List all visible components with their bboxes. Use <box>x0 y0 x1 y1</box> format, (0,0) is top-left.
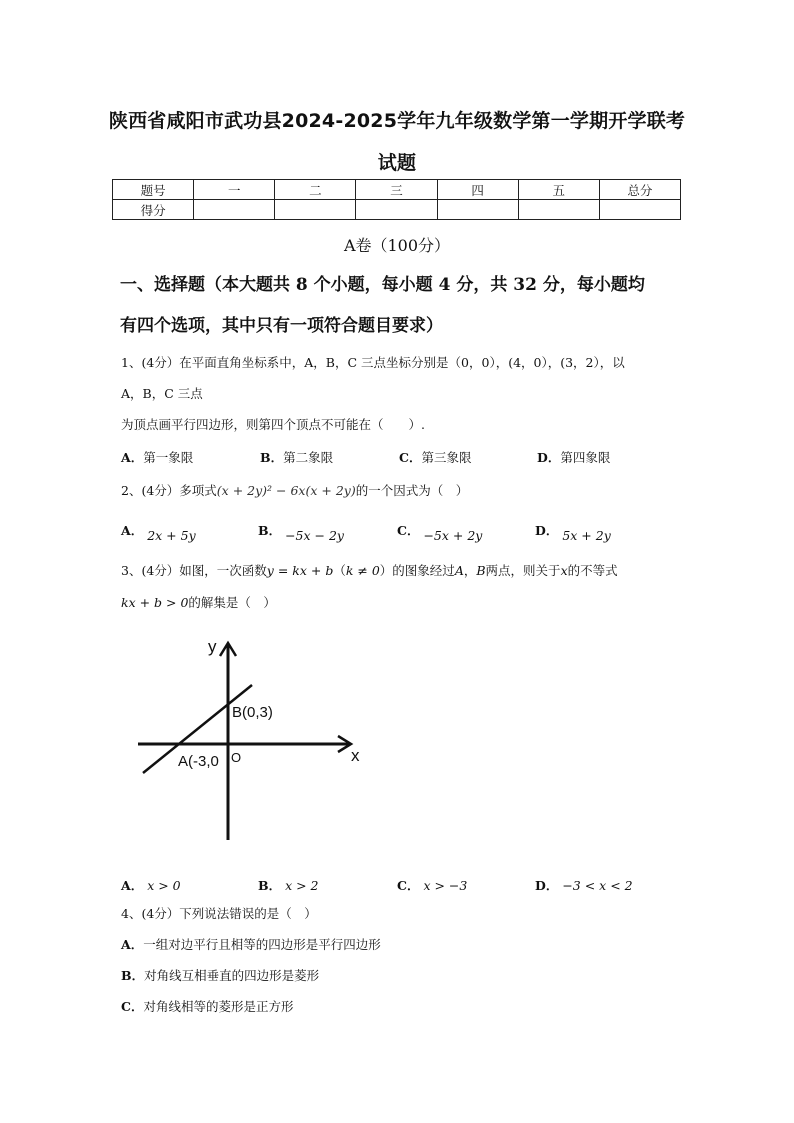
q1-option-b <box>260 448 333 466</box>
q1-option-d <box>537 448 610 466</box>
option-math: x > −3 <box>423 878 468 893</box>
q3-text: 的解集是（ ） <box>188 595 276 610</box>
score-table-empty-cell <box>518 200 599 220</box>
score-table <box>112 179 681 220</box>
option-label: A． <box>121 878 144 893</box>
score-table-empty-cell <box>437 200 518 220</box>
score-table-cell: 三 <box>356 180 437 200</box>
option-label: A． <box>121 937 144 952</box>
option-label: A． <box>121 450 144 465</box>
q3-text: ）的图象经过 <box>379 563 455 578</box>
page-title-line2: 试题 <box>377 152 417 174</box>
option-text: 第三象限 <box>421 450 472 465</box>
q3-text: ， <box>463 563 477 578</box>
option-label: B． <box>258 878 282 893</box>
q2-option-d <box>535 523 611 544</box>
q3-option-c <box>397 876 467 894</box>
q4-option-a <box>121 929 381 960</box>
q1-stem-line2: A，B，C 三点 <box>121 386 203 401</box>
option-label: C． <box>397 523 420 538</box>
option-label: C． <box>399 450 422 465</box>
option-label: B． <box>260 450 284 465</box>
option-text: 第一象限 <box>143 450 194 465</box>
option-math: 2x + 5y <box>147 528 196 543</box>
q2-suffix: 的一个因式为（ ） <box>355 483 469 498</box>
score-table-cell: 五 <box>518 180 599 200</box>
q3-text: 两点，则关于 <box>485 563 561 578</box>
score-table-cell: 一 <box>194 180 275 200</box>
point-b-label: B(0,3) <box>232 704 273 721</box>
q3-text: （ <box>333 563 346 578</box>
option-math: −3 < x < 2 <box>562 878 633 893</box>
q1-stem-line3: 为顶点画平行四边形，则第四个顶点不可能在（ ）. <box>121 417 425 432</box>
point-a-label: A(-3,0 <box>178 753 219 770</box>
q3-math: y = kx + b <box>266 563 334 578</box>
section-heading-line1: 一、选择题（本大题共 8 个小题，每小题 4 分，共 32 分，每小题均 <box>120 275 645 295</box>
q3-option-b <box>258 876 319 894</box>
q1-option-a <box>121 448 193 466</box>
q3-math: x <box>560 563 568 578</box>
q3-function-graph <box>130 630 370 845</box>
origin-label: O <box>231 750 242 765</box>
q2-option-b <box>258 523 344 544</box>
score-table-empty-cell <box>194 200 275 220</box>
option-label: A． <box>121 523 144 538</box>
q4-option-c <box>121 991 293 1022</box>
q4-option-b <box>121 960 319 991</box>
q3-math: B <box>476 563 486 578</box>
section-heading-line2: 有四个选项，其中只有一项符合题目要求） <box>120 316 443 336</box>
q2-expression: (x + 2y)² − 6x(x + 2y) <box>216 483 356 498</box>
q3-stem-line2 <box>121 587 276 618</box>
score-table-empty-cell <box>356 200 437 220</box>
q3-text: 3、(4分）如图，一次函数 <box>121 563 267 578</box>
score-table-empty-cell <box>599 200 680 220</box>
score-table-cell: 四 <box>437 180 518 200</box>
option-text: 一组对边平行且相等的四边形是平行四边形 <box>143 937 381 952</box>
q3-math: A <box>454 563 464 578</box>
option-label: B． <box>121 968 145 983</box>
x-axis-label: x <box>351 746 360 765</box>
q3-text: 的不等式 <box>567 563 618 578</box>
option-label: D． <box>535 878 559 893</box>
option-math: x > 0 <box>147 878 181 893</box>
option-text: 对角线相等的菱形是正方形 <box>143 999 294 1014</box>
q1-option-c <box>399 448 471 466</box>
score-table-cell: 题号 <box>113 180 194 200</box>
q3-math: k ≠ 0 <box>345 563 380 578</box>
option-text: 对角线互相垂直的四边形是菱形 <box>144 968 320 983</box>
q1-stem-line1: 1、(4分）在平面直角坐标系中，A，B，C 三点坐标分别是（0，0），(4，0），(3，2），以 <box>121 355 625 370</box>
q2-prefix: 2、(4分）多项式 <box>121 483 217 498</box>
q2-option-c <box>397 523 483 544</box>
option-text: 第四象限 <box>560 450 611 465</box>
page-title-line1: 陕西省咸阳市武功县2024-2025学年九年级数学第一学期开学联考 <box>108 110 686 132</box>
option-label: D． <box>535 523 559 538</box>
option-text: 第二象限 <box>283 450 334 465</box>
q3-stem-line1 <box>121 555 618 586</box>
option-label: B． <box>258 523 282 538</box>
option-label: C． <box>121 999 144 1014</box>
option-math: −5x + 2y <box>423 528 483 543</box>
option-label: C． <box>397 878 420 893</box>
score-table-header-row <box>113 180 681 200</box>
q4-stem: 4、(4分）下列说法错误的是（ ） <box>121 906 317 921</box>
option-math: 5x + 2y <box>562 528 611 543</box>
q3-math: kx + b > 0 <box>121 595 189 610</box>
score-table-cell: 二 <box>275 180 356 200</box>
score-table-cell: 总分 <box>599 180 680 200</box>
q2-option-a <box>121 523 196 544</box>
score-table-empty-cell <box>275 200 356 220</box>
score-table-cell: 得分 <box>113 200 194 220</box>
q2-stem <box>121 475 468 506</box>
option-math: −5x − 2y <box>285 528 344 543</box>
score-table-score-row <box>113 200 681 220</box>
q3-option-a <box>121 876 181 894</box>
option-label: D． <box>537 450 561 465</box>
q3-option-d <box>535 876 633 894</box>
option-math: x > 2 <box>285 878 319 893</box>
volume-heading: A卷（100分） <box>343 236 451 255</box>
y-axis-label: y <box>208 637 217 656</box>
